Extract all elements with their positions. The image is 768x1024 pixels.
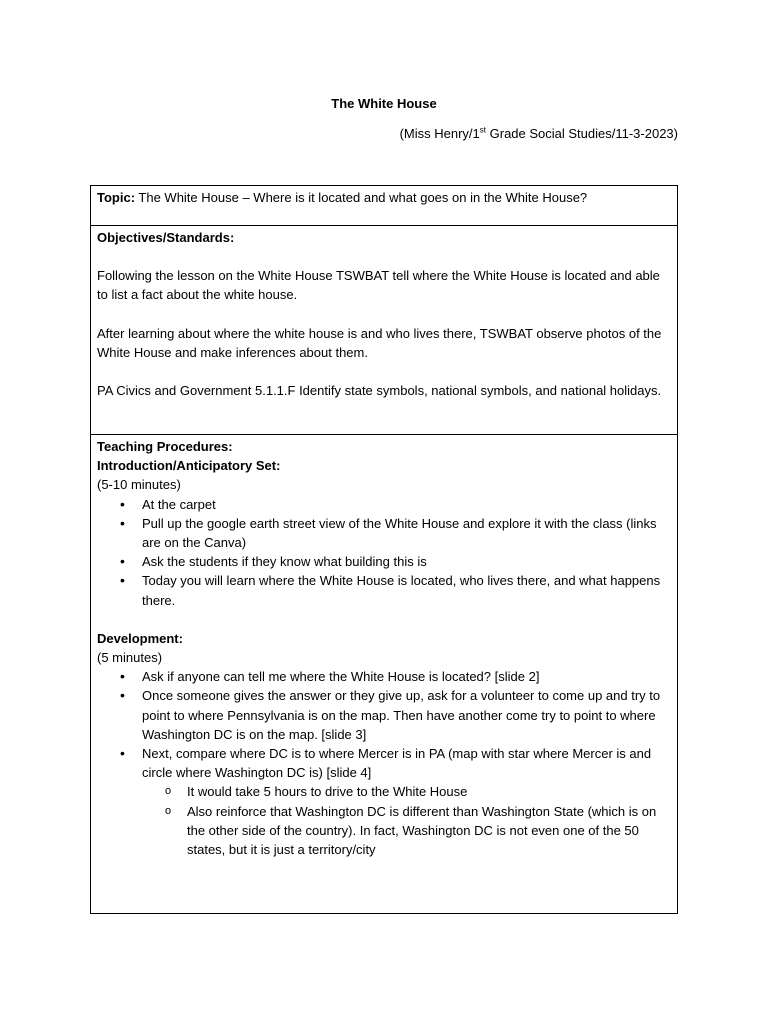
topic-text: The White House – Where is it located and what goes on in the White House? xyxy=(135,190,588,205)
subtitle-prefix: (Miss Henry/1 xyxy=(399,126,480,141)
procedures-heading: Teaching Procedures: xyxy=(97,439,233,454)
lesson-plan-table xyxy=(90,185,678,914)
list-item: • Today you will learn where the White House is located, who lives there, and what happens there. xyxy=(142,571,671,609)
list-item: • Ask the students if they know what building this is xyxy=(142,552,671,571)
subtitle-suffix: Grade Social Studies/11-3-2023) xyxy=(486,126,678,141)
list-item: • Once someone gives the answer or they give up, ask for a volunteer to come up and try to point to where Pennsylvania is on the map. Then have another come try to point to where Washington DC is on the map. [slide 3] xyxy=(142,686,671,744)
development-sub-list xyxy=(142,782,671,859)
topic-row xyxy=(91,186,678,226)
document-subtitle xyxy=(400,124,678,143)
document-title: The White House xyxy=(331,96,437,111)
sub-list-item: o Also reinforce that Washington DC is different than Washington State (which is on the other side of the country). In fact, Washington DC is not even one of the 50 states, but it is just a territory/city xyxy=(187,802,671,860)
introduction-heading: Introduction/Anticipatory Set: xyxy=(97,458,281,474)
procedures-cell xyxy=(91,435,678,914)
objective-paragraph: After learning about where the white house is and who lives there, TSWBAT observe photos of the White House and make inferences about them. xyxy=(97,325,662,360)
list-item: • Pull up the google earth street view of the White House and explore it with the class (links are on the Canva) xyxy=(142,514,671,552)
sub-list-item: o It would take 5 hours to drive to the White House xyxy=(187,782,671,801)
subtitle-superscript: st xyxy=(479,125,487,135)
objective-paragraph: Following the lesson on the White House TSWBAT tell where the White House is located and able to list a fact about the white house. xyxy=(97,268,660,303)
introduction-duration: (5-10 minutes) xyxy=(97,477,181,493)
introduction-list xyxy=(97,495,671,610)
objectives-cell xyxy=(91,226,678,435)
list-item: • At the carpet xyxy=(142,495,671,514)
list-item xyxy=(142,744,671,859)
topic-cell xyxy=(91,186,678,226)
development-list xyxy=(97,667,671,859)
development-heading: Development: xyxy=(97,630,183,646)
procedures-row xyxy=(91,435,678,914)
list-item: • Ask if anyone can tell me where the White House is located? [slide 2] xyxy=(142,667,671,686)
standard-paragraph: PA Civics and Government 5.1.1.F Identify state symbols, national symbols, and national holidays. xyxy=(97,383,662,399)
development-duration: (5 minutes) xyxy=(97,650,163,666)
topic-label: Topic: xyxy=(97,190,136,205)
list-item-text: Next, compare where DC is to where Mercer is in PA (map with star where Mercer is and circle where Washington DC is) [slide 4] xyxy=(142,746,652,781)
objectives-row xyxy=(91,226,678,435)
objectives-heading: Objectives/Standards: xyxy=(97,230,235,245)
